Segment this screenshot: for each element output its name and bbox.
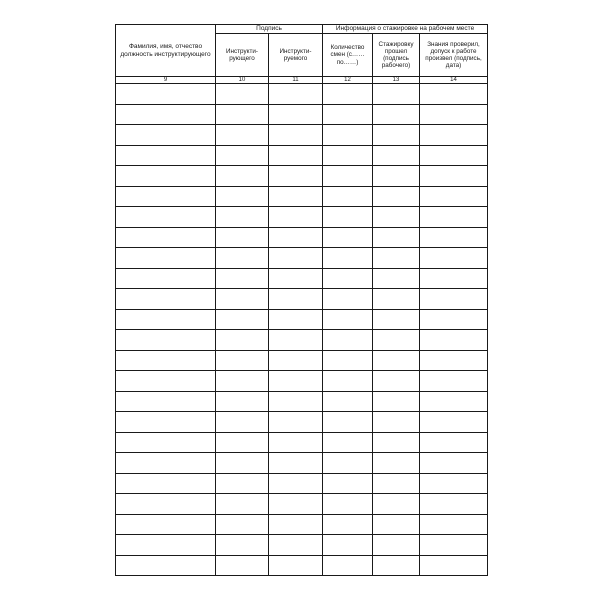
knowledge-check-cell bbox=[420, 227, 488, 248]
journal-page bbox=[115, 24, 487, 575]
instructed-signature-cell bbox=[269, 494, 323, 515]
header-col-knowledge-checked: Знания проверил, допуск к работе произвел (подпись, дата) bbox=[420, 34, 488, 77]
instructor-signature-cell bbox=[216, 166, 269, 187]
column-number: 11 bbox=[269, 77, 323, 84]
internship-signature-cell bbox=[373, 412, 420, 433]
shifts-cell bbox=[323, 227, 373, 248]
name-cell bbox=[116, 268, 216, 289]
internship-signature-cell bbox=[373, 514, 420, 535]
instructed-signature-cell bbox=[269, 412, 323, 433]
instructor-signature-cell bbox=[216, 248, 269, 269]
shifts-cell bbox=[323, 289, 373, 310]
knowledge-check-cell bbox=[420, 412, 488, 433]
column-number: 9 bbox=[116, 77, 216, 84]
table-row bbox=[116, 186, 488, 207]
name-cell bbox=[116, 84, 216, 105]
internship-signature-cell bbox=[373, 494, 420, 515]
internship-signature-cell bbox=[373, 473, 420, 494]
name-cell bbox=[116, 432, 216, 453]
table-row bbox=[116, 309, 488, 330]
column-number: 12 bbox=[323, 77, 373, 84]
instructed-signature-cell bbox=[269, 391, 323, 412]
table-row bbox=[116, 268, 488, 289]
internship-signature-cell bbox=[373, 166, 420, 187]
instructed-signature-cell bbox=[269, 555, 323, 576]
name-cell bbox=[116, 371, 216, 392]
instructor-signature-cell bbox=[216, 84, 269, 105]
shifts-cell bbox=[323, 309, 373, 330]
instructor-signature-cell bbox=[216, 145, 269, 166]
shifts-cell bbox=[323, 207, 373, 228]
internship-signature-cell bbox=[373, 268, 420, 289]
knowledge-check-cell bbox=[420, 432, 488, 453]
name-cell bbox=[116, 412, 216, 433]
table-row bbox=[116, 248, 488, 269]
knowledge-check-cell bbox=[420, 350, 488, 371]
instructor-signature-cell bbox=[216, 330, 269, 351]
internship-signature-cell bbox=[373, 104, 420, 125]
knowledge-check-cell bbox=[420, 166, 488, 187]
instructor-signature-cell bbox=[216, 289, 269, 310]
internship-signature-cell bbox=[373, 227, 420, 248]
table-row bbox=[116, 371, 488, 392]
column-number: 10 bbox=[216, 77, 269, 84]
header-col-instructed: Инструкти-руемого bbox=[269, 34, 323, 77]
instructed-signature-cell bbox=[269, 268, 323, 289]
shifts-cell bbox=[323, 350, 373, 371]
shifts-cell bbox=[323, 514, 373, 535]
name-cell bbox=[116, 330, 216, 351]
instructor-signature-cell bbox=[216, 186, 269, 207]
name-cell bbox=[116, 473, 216, 494]
name-cell bbox=[116, 535, 216, 556]
name-cell bbox=[116, 207, 216, 228]
instructor-signature-cell bbox=[216, 453, 269, 474]
knowledge-check-cell bbox=[420, 207, 488, 228]
knowledge-check-cell bbox=[420, 453, 488, 474]
instructor-signature-cell bbox=[216, 104, 269, 125]
table-row bbox=[116, 145, 488, 166]
shifts-cell bbox=[323, 125, 373, 146]
shifts-cell bbox=[323, 104, 373, 125]
header-col-instructor: Инструкти-рующего bbox=[216, 34, 269, 77]
knowledge-check-cell bbox=[420, 289, 488, 310]
name-cell bbox=[116, 309, 216, 330]
name-cell bbox=[116, 125, 216, 146]
shifts-cell bbox=[323, 145, 373, 166]
internship-signature-cell bbox=[373, 350, 420, 371]
internship-signature-cell bbox=[373, 555, 420, 576]
instructed-signature-cell bbox=[269, 350, 323, 371]
internship-signature-cell bbox=[373, 391, 420, 412]
name-cell bbox=[116, 248, 216, 269]
instructed-signature-cell bbox=[269, 330, 323, 351]
column-number: 13 bbox=[373, 77, 420, 84]
instructed-signature-cell bbox=[269, 514, 323, 535]
column-number: 14 bbox=[420, 77, 488, 84]
table-row bbox=[116, 227, 488, 248]
instructor-signature-cell bbox=[216, 535, 269, 556]
instructor-signature-cell bbox=[216, 412, 269, 433]
table-row bbox=[116, 125, 488, 146]
name-cell bbox=[116, 166, 216, 187]
shifts-cell bbox=[323, 330, 373, 351]
instructor-signature-cell bbox=[216, 514, 269, 535]
instructed-signature-cell bbox=[269, 535, 323, 556]
knowledge-check-cell bbox=[420, 125, 488, 146]
instructor-signature-cell bbox=[216, 371, 269, 392]
instructed-signature-cell bbox=[269, 145, 323, 166]
internship-signature-cell bbox=[373, 453, 420, 474]
table-row bbox=[116, 84, 488, 105]
shifts-cell bbox=[323, 248, 373, 269]
table-row bbox=[116, 330, 488, 351]
internship-signature-cell bbox=[373, 309, 420, 330]
name-cell bbox=[116, 227, 216, 248]
internship-signature-cell bbox=[373, 84, 420, 105]
internship-signature-cell bbox=[373, 535, 420, 556]
instructor-signature-cell bbox=[216, 350, 269, 371]
table-row bbox=[116, 473, 488, 494]
instructor-signature-cell bbox=[216, 227, 269, 248]
instructed-signature-cell bbox=[269, 248, 323, 269]
column-number-row bbox=[116, 77, 488, 84]
name-cell bbox=[116, 145, 216, 166]
table-row bbox=[116, 514, 488, 535]
table-row bbox=[116, 350, 488, 371]
shifts-cell bbox=[323, 432, 373, 453]
table-row bbox=[116, 104, 488, 125]
instructor-signature-cell bbox=[216, 391, 269, 412]
instructed-signature-cell bbox=[269, 207, 323, 228]
shifts-cell bbox=[323, 555, 373, 576]
instructed-signature-cell bbox=[269, 186, 323, 207]
instructed-signature-cell bbox=[269, 309, 323, 330]
shifts-cell bbox=[323, 535, 373, 556]
instructed-signature-cell bbox=[269, 473, 323, 494]
table-row bbox=[116, 494, 488, 515]
name-cell bbox=[116, 186, 216, 207]
name-cell bbox=[116, 391, 216, 412]
internship-signature-cell bbox=[373, 125, 420, 146]
name-cell bbox=[116, 104, 216, 125]
internship-signature-cell bbox=[373, 432, 420, 453]
knowledge-check-cell bbox=[420, 535, 488, 556]
instructor-signature-cell bbox=[216, 473, 269, 494]
instructor-signature-cell bbox=[216, 268, 269, 289]
name-cell bbox=[116, 289, 216, 310]
instructed-signature-cell bbox=[269, 371, 323, 392]
internship-signature-cell bbox=[373, 207, 420, 228]
knowledge-check-cell bbox=[420, 309, 488, 330]
name-cell bbox=[116, 555, 216, 576]
knowledge-check-cell bbox=[420, 555, 488, 576]
knowledge-check-cell bbox=[420, 494, 488, 515]
header-col-shifts: Количество смен (с……по……) bbox=[323, 34, 373, 77]
knowledge-check-cell bbox=[420, 473, 488, 494]
internship-signature-cell bbox=[373, 289, 420, 310]
shifts-cell bbox=[323, 391, 373, 412]
name-cell bbox=[116, 453, 216, 474]
internship-signature-cell bbox=[373, 371, 420, 392]
knowledge-check-cell bbox=[420, 391, 488, 412]
instructor-signature-cell bbox=[216, 432, 269, 453]
internship-signature-cell bbox=[373, 330, 420, 351]
instructed-signature-cell bbox=[269, 432, 323, 453]
knowledge-check-cell bbox=[420, 104, 488, 125]
shifts-cell bbox=[323, 453, 373, 474]
knowledge-check-cell bbox=[420, 514, 488, 535]
instructor-signature-cell bbox=[216, 555, 269, 576]
header-row-group bbox=[116, 25, 488, 34]
table-row bbox=[116, 555, 488, 576]
instructor-signature-cell bbox=[216, 494, 269, 515]
table-row bbox=[116, 289, 488, 310]
table-row bbox=[116, 391, 488, 412]
instructed-signature-cell bbox=[269, 166, 323, 187]
name-cell bbox=[116, 514, 216, 535]
table-row bbox=[116, 207, 488, 228]
header-name-col: Фамилия, имя, отчество должность инструктирующего bbox=[116, 25, 216, 77]
knowledge-check-cell bbox=[420, 248, 488, 269]
knowledge-check-cell bbox=[420, 84, 488, 105]
internship-signature-cell bbox=[373, 248, 420, 269]
instructed-signature-cell bbox=[269, 289, 323, 310]
shifts-cell bbox=[323, 166, 373, 187]
instructor-signature-cell bbox=[216, 309, 269, 330]
header-col-internship-done: Стажировку прошел (подпись рабочего) bbox=[373, 34, 420, 77]
instructor-signature-cell bbox=[216, 125, 269, 146]
table-row bbox=[116, 535, 488, 556]
table-row bbox=[116, 453, 488, 474]
instructed-signature-cell bbox=[269, 84, 323, 105]
name-cell bbox=[116, 494, 216, 515]
knowledge-check-cell bbox=[420, 145, 488, 166]
shifts-cell bbox=[323, 412, 373, 433]
instructed-signature-cell bbox=[269, 453, 323, 474]
table-row bbox=[116, 412, 488, 433]
instructed-signature-cell bbox=[269, 125, 323, 146]
header-group-internship: Информация о стажировке на рабочем месте bbox=[323, 25, 488, 34]
shifts-cell bbox=[323, 371, 373, 392]
table-row bbox=[116, 432, 488, 453]
shifts-cell bbox=[323, 186, 373, 207]
internship-signature-cell bbox=[373, 186, 420, 207]
journal-table bbox=[115, 24, 488, 576]
instructed-signature-cell bbox=[269, 227, 323, 248]
shifts-cell bbox=[323, 494, 373, 515]
header-group-signature: Подпись bbox=[216, 25, 323, 34]
instructor-signature-cell bbox=[216, 207, 269, 228]
knowledge-check-cell bbox=[420, 186, 488, 207]
shifts-cell bbox=[323, 473, 373, 494]
internship-signature-cell bbox=[373, 145, 420, 166]
knowledge-check-cell bbox=[420, 330, 488, 351]
shifts-cell bbox=[323, 268, 373, 289]
table-row bbox=[116, 166, 488, 187]
knowledge-check-cell bbox=[420, 268, 488, 289]
knowledge-check-cell bbox=[420, 371, 488, 392]
instructed-signature-cell bbox=[269, 104, 323, 125]
name-cell bbox=[116, 350, 216, 371]
shifts-cell bbox=[323, 84, 373, 105]
